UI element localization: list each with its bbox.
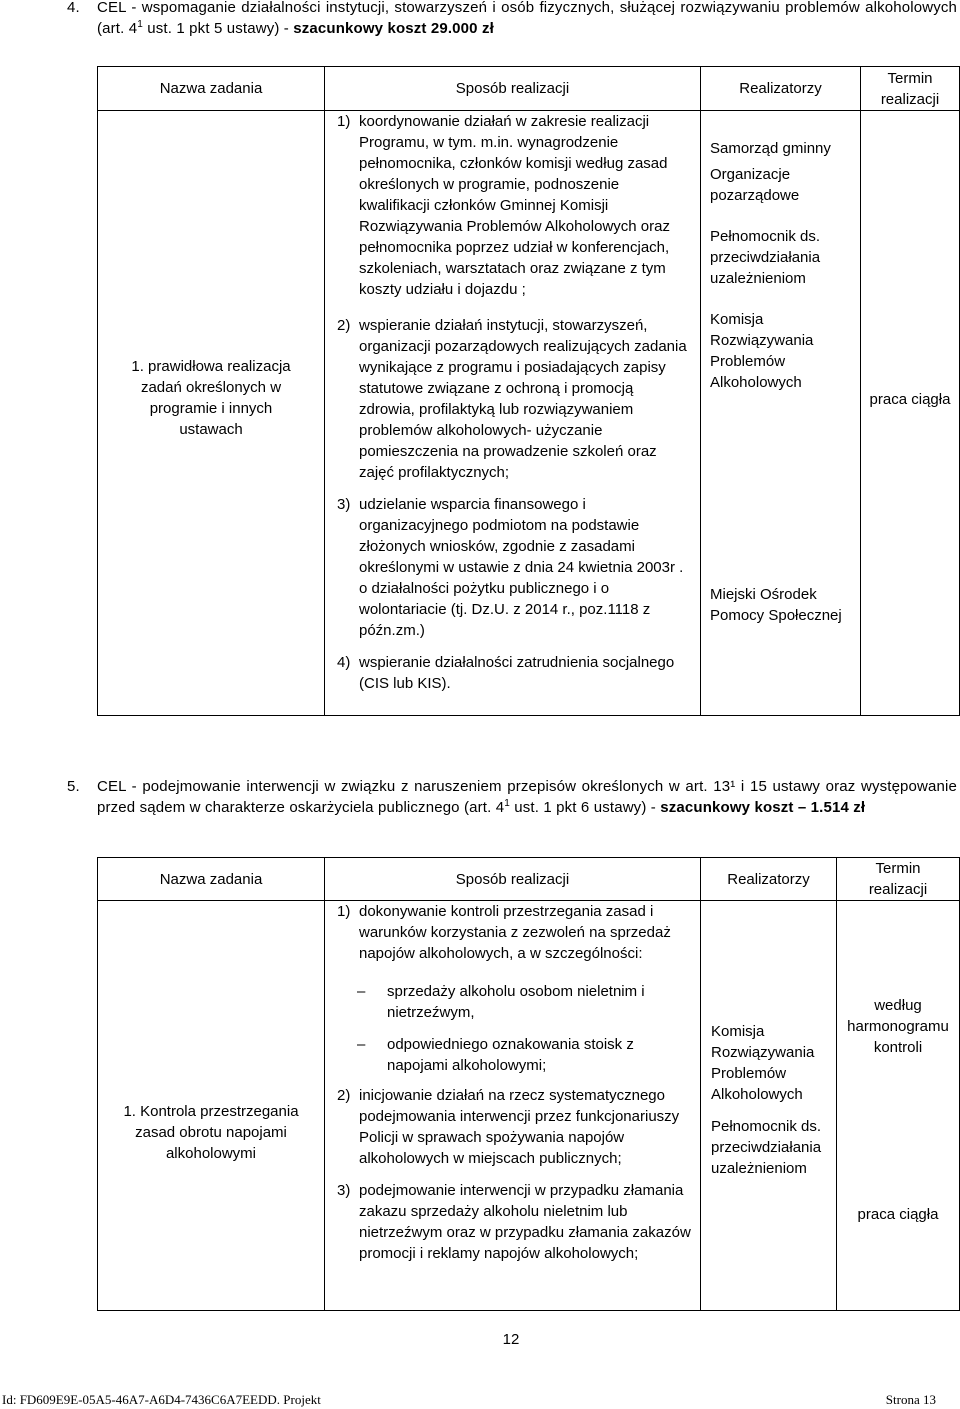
header-task-name: Nazwa zadania <box>98 858 325 901</box>
method-item: 3) udzielanie wsparcia finansowego i organizacyjnego podmiotom na podstawie złożonych wniosków, zgodnie z zasadami określonymi w ustawie z dnia 24 kwietnia 2003r . o działalności pożytku publicznego i o wolontariacie (tj. Dz.U. z 2014 r., poz.1118 z późn.zm.) <box>337 496 684 639</box>
term-cell: praca ciągła <box>861 111 960 716</box>
section-goal: CEL - podejmowanie interwencji w związku z naruszeniem przepisów określonych w art. 13¹ i 15 ustawy oraz występowanie przed sądem w charakterze oskarżyciela publicznego (art. 4 <box>97 778 957 816</box>
method-cell <box>325 111 701 716</box>
realizers-cell <box>701 111 861 716</box>
header-term: Termin realizacji <box>837 858 960 901</box>
term-cell <box>837 901 960 1311</box>
realizer: Komisja Rozwiązywania Problemów Alkoholowych <box>711 1023 815 1103</box>
task-name-cell: 1. prawidłowa realizacja zadań określonych w programie i innych ustawach <box>98 111 325 716</box>
section-number: 4. <box>67 0 80 16</box>
section-number: 5. <box>67 778 80 795</box>
method-item: 1) dokonywanie kontroli przestrzegania zasad i warunków korzystania z zezwoleń na sprzedaż napojów alkoholowych, a w szczególności: <box>337 903 671 962</box>
header-method: Sposób realizacji <box>325 67 701 111</box>
term: praca ciągła <box>857 1206 939 1223</box>
tasks-table-1 <box>97 66 960 716</box>
realizer: Pełnomocnik ds. przeciwdziałania uzależnieniom <box>711 1118 822 1177</box>
method-cell <box>325 901 701 1311</box>
footer-page: Strona 13 <box>885 1392 936 1407</box>
method-item: 2) inicjowanie działań na rzecz systematycznego podejmowania interwencji przez funkcjonariuszy Policji w sprawach spożywania napojów alkoholowych w miejscach publicznych; <box>337 1087 680 1167</box>
task-name-cell: 1. Kontrola przestrzegania zasad obrotu napojami alkoholowymi <box>98 901 325 1311</box>
page-number: 12 <box>502 1331 520 1348</box>
section-cost: szacunkowy koszt 29.000 zł <box>293 20 494 37</box>
header-realizers: Realizatorzy <box>701 858 837 901</box>
method-item: 2) wspieranie działań instytucji, stowarzyszeń, organizacji pozarządowych realizujących zadania wynikające z programu i posiadających zapisy statutowe związane z ochroną i promocją zdrowia, profilaktyką lub rozwiązywaniem problemów alkoholowych- użyczanie pomieszczenia na prowadzenie szkoleń oraz zajęć profilaktycznych; <box>337 317 687 481</box>
realizer: Komisja Rozwiązywania Problemów Alkoholowych <box>710 311 814 391</box>
tasks-table-2 <box>97 857 960 1311</box>
method-item: 3) podejmowanie interwencji w przypadku złamania zakazu sprzedaży alkoholu nieletnim lub nietrzeźwym oraz w przypadku złamania zakazów promocji i reklamy napojów alkoholowych; <box>337 1182 691 1262</box>
realizer: Miejski Ośrodek Pomocy Społecznej <box>710 586 842 624</box>
method-item: 1) koordynowanie działań w zakresie realizacji Programu, w tym. m.in. wynagrodzenie pełnomocnika, członków komisji według zasad określonych w programie, podnoszenie kwalifikacji członków Gminnej Komisji Rozwiązywania Problemów Alkoholowych oraz pełnomocnika poprzez udział w konferencjach, szkoleniach, warsztatach oraz związane z tym koszty udziału i dojazdu ; <box>337 113 670 298</box>
footer-id: Id: FD609E9E-05A5-46A7-A6D4-7436C6A7EEDD. Projekt <box>2 1392 321 1407</box>
section-cost: szacunkowy koszt – 1.514 zł <box>660 799 866 816</box>
header-task-name: Nazwa zadania <box>98 67 325 111</box>
method-item: 4) wspieranie działalności zatrudnienia socjalnego (CIS lub KIS). <box>337 654 675 692</box>
method-subitem: – odpowiedniego oznakowania stoisk z napojami alkoholowymi; <box>357 1036 634 1074</box>
section-goal: CEL - wspomaganie działalności instytucji, stowarzyszeń i osób fizycznych, służącej rozwiązywaniu problemów alkoholowych (art. 4 <box>97 0 957 37</box>
term: według harmonogramu kontroli <box>847 997 949 1056</box>
realizer: Pełnomocnik ds. przeciwdziałania uzależnieniom <box>710 228 821 287</box>
realizer: Organizacje pozarządowe <box>710 166 800 204</box>
header-term: Termin realizacji <box>861 67 960 111</box>
realizer: Samorząd gminny <box>710 140 831 157</box>
realizers-cell <box>701 901 837 1311</box>
header-realizers: Realizatorzy <box>701 67 861 111</box>
header-method: Sposób realizacji <box>325 858 701 901</box>
method-subitem: – sprzedaży alkoholu osobom nieletnim i nietrzeźwym, <box>357 983 645 1021</box>
